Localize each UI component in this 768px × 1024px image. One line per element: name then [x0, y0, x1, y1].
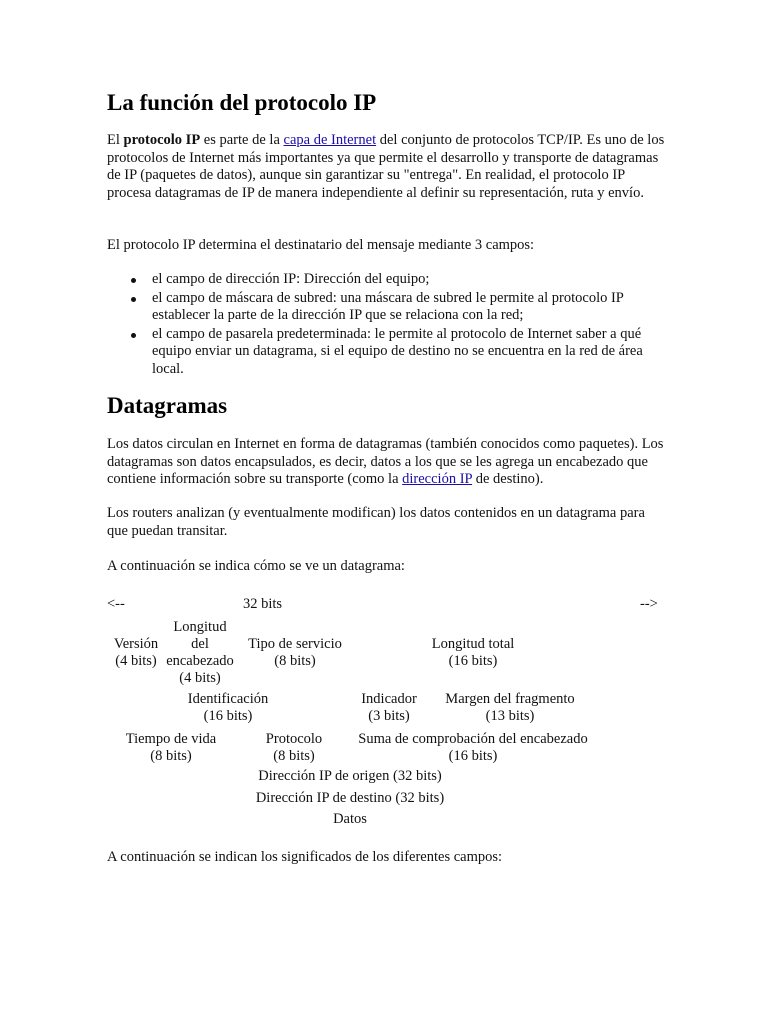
field-type-of-service: Tipo de servicio (8 bits)	[248, 636, 342, 669]
field-protocol: Protocolo (8 bits)	[265, 731, 323, 764]
field-total-length: Longitud total (16 bits)	[431, 636, 515, 669]
routers-paragraph: Los routers analizan (y eventualmente modifican) los datos contenidos en un datagrama para que puedan transitar.	[107, 505, 645, 539]
field-version: Versión (4 bits)	[113, 636, 159, 669]
link-capa-de-internet[interactable]: capa de Internet	[283, 132, 377, 148]
field-header-length: Longitud del encabezado (4 bits)	[166, 619, 234, 686]
arrow-right: -->	[640, 596, 658, 612]
intro-paragraph	[107, 132, 667, 202]
field-source-address: Dirección IP de origen (32 bits)	[258, 768, 442, 784]
section-title-datagramas: Datagramas	[107, 393, 228, 418]
intro-text-2: es parte de la	[200, 132, 284, 148]
field-destination-address: Dirección IP de destino (32 bits)	[255, 790, 445, 806]
fields-intro-paragraph: El protocolo IP determina el destinatario del mensaje mediante 3 campos:	[107, 237, 535, 253]
field-time-to-live: Tiempo de vida (8 bits)	[125, 731, 217, 764]
arrow-left: <--	[107, 596, 125, 612]
link-direccion-ip[interactable]: dirección IP	[402, 471, 473, 487]
list-item: el campo de pasarela predeterminada: le permite al protocolo de Internet saber a qué equipo enviar un datagrama, si el equipo de destino no se encuentra en la red de área local.	[152, 326, 667, 379]
list-item: el campo de máscara de subred: una máscara de subred le permite al protocolo IP establecer la parte de la dirección IP que se relaciona con la red;	[152, 290, 667, 325]
intro-bold-term: protocolo IP	[123, 132, 201, 148]
field-flags: Indicador (3 bits)	[361, 691, 417, 724]
datagram-paragraph	[107, 436, 667, 489]
field-header-checksum: Suma de comprobación del encabezado (16 bits)	[358, 731, 588, 764]
field-data: Datos	[333, 811, 367, 827]
intro-text-3: del conjunto de protocolos TCP/IP. Es uno de los protocolos de Internet más importantes ya que permite el desarrollo y transporte de datagramas de IP (paquetes de datos), aunque sin garantizar su "entrega". En realidad, el protocolo IP procesa datagramas de IP de manera independiente al definir su representación, ruta y envío.	[107, 132, 665, 201]
field-identification: Identificación (16 bits)	[187, 691, 269, 724]
field-fragment-offset: Margen del fragmento (13 bits)	[445, 691, 575, 724]
meanings-intro-paragraph: A continuación se indican los significados de los diferentes campos:	[107, 849, 503, 865]
datagram-text-2: de destino).	[472, 471, 544, 487]
fields-list	[107, 271, 667, 379]
width-label: 32 bits	[243, 596, 283, 612]
intro-text-1: El	[107, 132, 124, 148]
page-title: La función del protocolo IP	[107, 90, 377, 115]
list-item: el campo de dirección IP: Dirección del equipo;	[152, 271, 667, 289]
datagram-intro-paragraph: A continuación se indica cómo se ve un datagrama:	[107, 558, 405, 574]
datagram-text-1: Los datos circulan en Internet en forma de datagramas (también conocidos como paquetes). Los datagramas son datos encapsulados, es decir, datos a los que se les agrega un encabezado que contiene información sobre su transporte (como la	[107, 436, 664, 487]
